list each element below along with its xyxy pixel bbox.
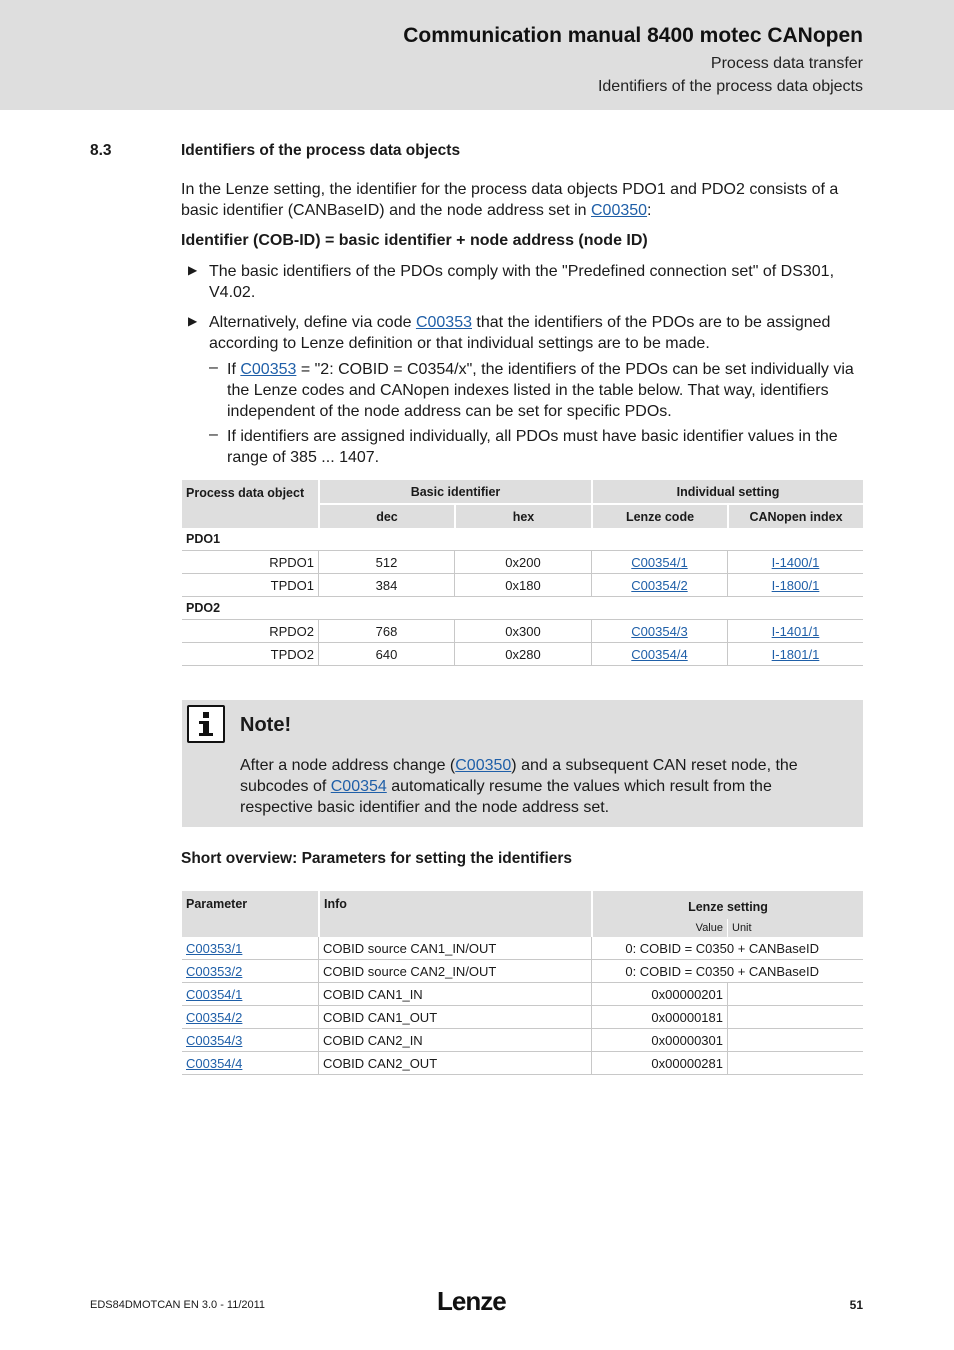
info-cell: COBID CAN2_IN [318,1029,591,1052]
parameter-link[interactable]: C00354/2 [186,1009,243,1025]
unit-cell [727,1052,863,1075]
formula-heading: Identifier (COB-ID) = basic identifier + node address (node ID) [181,232,648,249]
link-c00354[interactable]: C00354 [330,778,387,795]
bullet-2-part: Alternatively, define via code [209,314,416,331]
table-row [182,1052,863,1075]
info-cell: COBID CAN2_OUT [318,1052,591,1075]
intro-text: In the Lenze setting, the identifier for the process data objects PDO1 and PDO2 consists of a basic identifier (CANBaseID) and the node address set in [181,181,839,219]
table-row [182,643,863,666]
header-info: Info [318,891,591,937]
overview-heading: Short overview: Parameters for setting the identifiers [181,850,573,867]
table-row [182,937,863,960]
dec-value: 512 [318,551,454,574]
group-label: PDO1 [182,528,863,551]
info-icon [187,705,225,743]
bullet-arrow-icon: ▶ [188,314,198,328]
link-c00353[interactable]: C00353 [415,314,472,331]
page-number: 51 [849,1298,863,1312]
header-parameter: Parameter [186,897,248,911]
note-heading: Note! [240,714,292,736]
table-row [182,620,863,643]
canopen-index-link[interactable]: I-1801/1 [771,646,820,662]
link-c00353[interactable]: C00353 [240,361,297,378]
parameter-overview-table [182,891,863,1075]
section-subtitle: Identifiers of the process data objects [597,78,863,95]
lenze-code-link[interactable]: C00354/2 [631,577,688,593]
bullet-2-text [209,312,865,354]
header-dec: dec [318,505,454,528]
unit-cell [727,1006,863,1029]
lenze-code-link[interactable]: C00354/4 [631,646,688,662]
header-unit: Unit [727,919,863,937]
info-cell: COBID source CAN1_IN/OUT [318,937,591,960]
parameter-link[interactable]: C00353/2 [186,963,243,979]
note-text: ) and a subsequent CAN reset node, the subcodes of [240,757,798,795]
note-body [240,755,840,818]
intro-text-end: : [647,202,652,219]
hex-value: 0x180 [454,574,591,597]
value-cell: 0x00000201 [591,983,727,1006]
lenze-code-link[interactable]: C00354/3 [631,623,688,639]
header-basic-identifier: Basic identifier [318,480,591,505]
header-lenze-code: Lenze code [591,505,727,528]
hex-value: 0x300 [454,620,591,643]
value-cell: 0x00000301 [591,1029,727,1052]
value-cell: 0: COBID = C0350 + CANBaseID [591,960,863,983]
parameter-link[interactable]: C00354/3 [186,1032,243,1048]
canopen-index-link[interactable]: I-1800/1 [771,577,820,593]
parameter-link[interactable]: C00354/1 [186,986,243,1002]
dash-1-part: = "2: COBID = C0354/x", the identifiers of the PDOs can be set individually via the Lenze codes and CANopen indexes listed in the table below. That way, identifiers independent of the node address can be set for specific PDOs. [227,361,854,420]
pdo-name: RPDO2 [182,620,318,643]
table-row [182,983,863,1006]
bullet-2-part: that the identifiers of the PDOs are to be assigned according to Lenze definition or that individual settings are to be made. [209,314,831,352]
header-process-data-object: Process data object [186,486,305,500]
parameter-link[interactable]: C00353/1 [186,940,243,956]
header-individual-setting: Individual setting [591,480,863,505]
value-cell: 0x00000181 [591,1006,727,1029]
lenze-logo: Lenze [437,1286,506,1316]
dec-value: 640 [318,643,454,666]
dec-value: 768 [318,620,454,643]
link-c00350[interactable]: C00350 [455,757,512,774]
note-box [182,700,863,827]
section-number: 8.3 [90,142,112,159]
pdo-name: RPDO1 [182,551,318,574]
table-row [182,1006,863,1029]
hex-value: 0x200 [454,551,591,574]
header-value: Value [591,919,727,937]
bullet-1-text: The basic identifiers of the PDOs comply with the "Predefined connection set" of DS301, V4.02. [209,263,835,301]
pdo-identifier-table [182,480,863,666]
info-cell: COBID CAN1_IN [318,983,591,1006]
link-c00350[interactable]: C00350 [591,202,648,219]
note-text: After a node address change ( [240,757,456,774]
bullet-arrow-icon: ▶ [188,263,198,277]
page-header [0,0,954,110]
dash-1-text [227,359,865,422]
header-lenze-setting: Lenze setting [591,891,863,919]
chapter-title: Process data transfer [710,55,863,72]
unit-cell [727,1029,863,1052]
hex-value: 0x280 [454,643,591,666]
table-row [182,551,863,574]
dec-value: 384 [318,574,454,597]
group-label: PDO2 [182,597,863,620]
table-row [182,574,863,597]
canopen-index-link[interactable]: I-1401/1 [771,623,820,639]
dash-2-text: If identifiers are assigned individually, all PDOs must have basic identifier values in the range of 385 ... 1407. [227,428,838,466]
unit-cell [727,983,863,1006]
header-canopen-index: CANopen index [727,505,863,528]
section-title: Identifiers of the process data objects [181,142,461,159]
info-cell: COBID source CAN2_IN/OUT [318,960,591,983]
dash-marker: – [209,426,218,443]
pdo-name: TPDO2 [182,643,318,666]
info-cell: COBID CAN1_OUT [318,1006,591,1029]
dash-1-part: If [227,361,241,378]
parameter-link[interactable]: C00354/4 [186,1055,243,1071]
table-row [182,1029,863,1052]
value-cell: 0x00000281 [591,1052,727,1075]
pdo-name: TPDO1 [182,574,318,597]
table-row [182,960,863,983]
document-id: EDS84DMOTCAN EN 3.0 - 11/2011 [90,1299,266,1311]
manual-title: Communication manual 8400 motec CANopen [403,24,863,47]
value-cell: 0: COBID = C0350 + CANBaseID [591,937,863,960]
canopen-index-link[interactable]: I-1400/1 [771,554,820,570]
lenze-code-link[interactable]: C00354/1 [631,554,688,570]
note-text: automatically resume the values which result from the respective basic identifier and the node address set. [240,778,772,816]
header-hex: hex [454,505,591,528]
intro-paragraph [181,179,865,221]
dash-marker: – [209,359,218,376]
